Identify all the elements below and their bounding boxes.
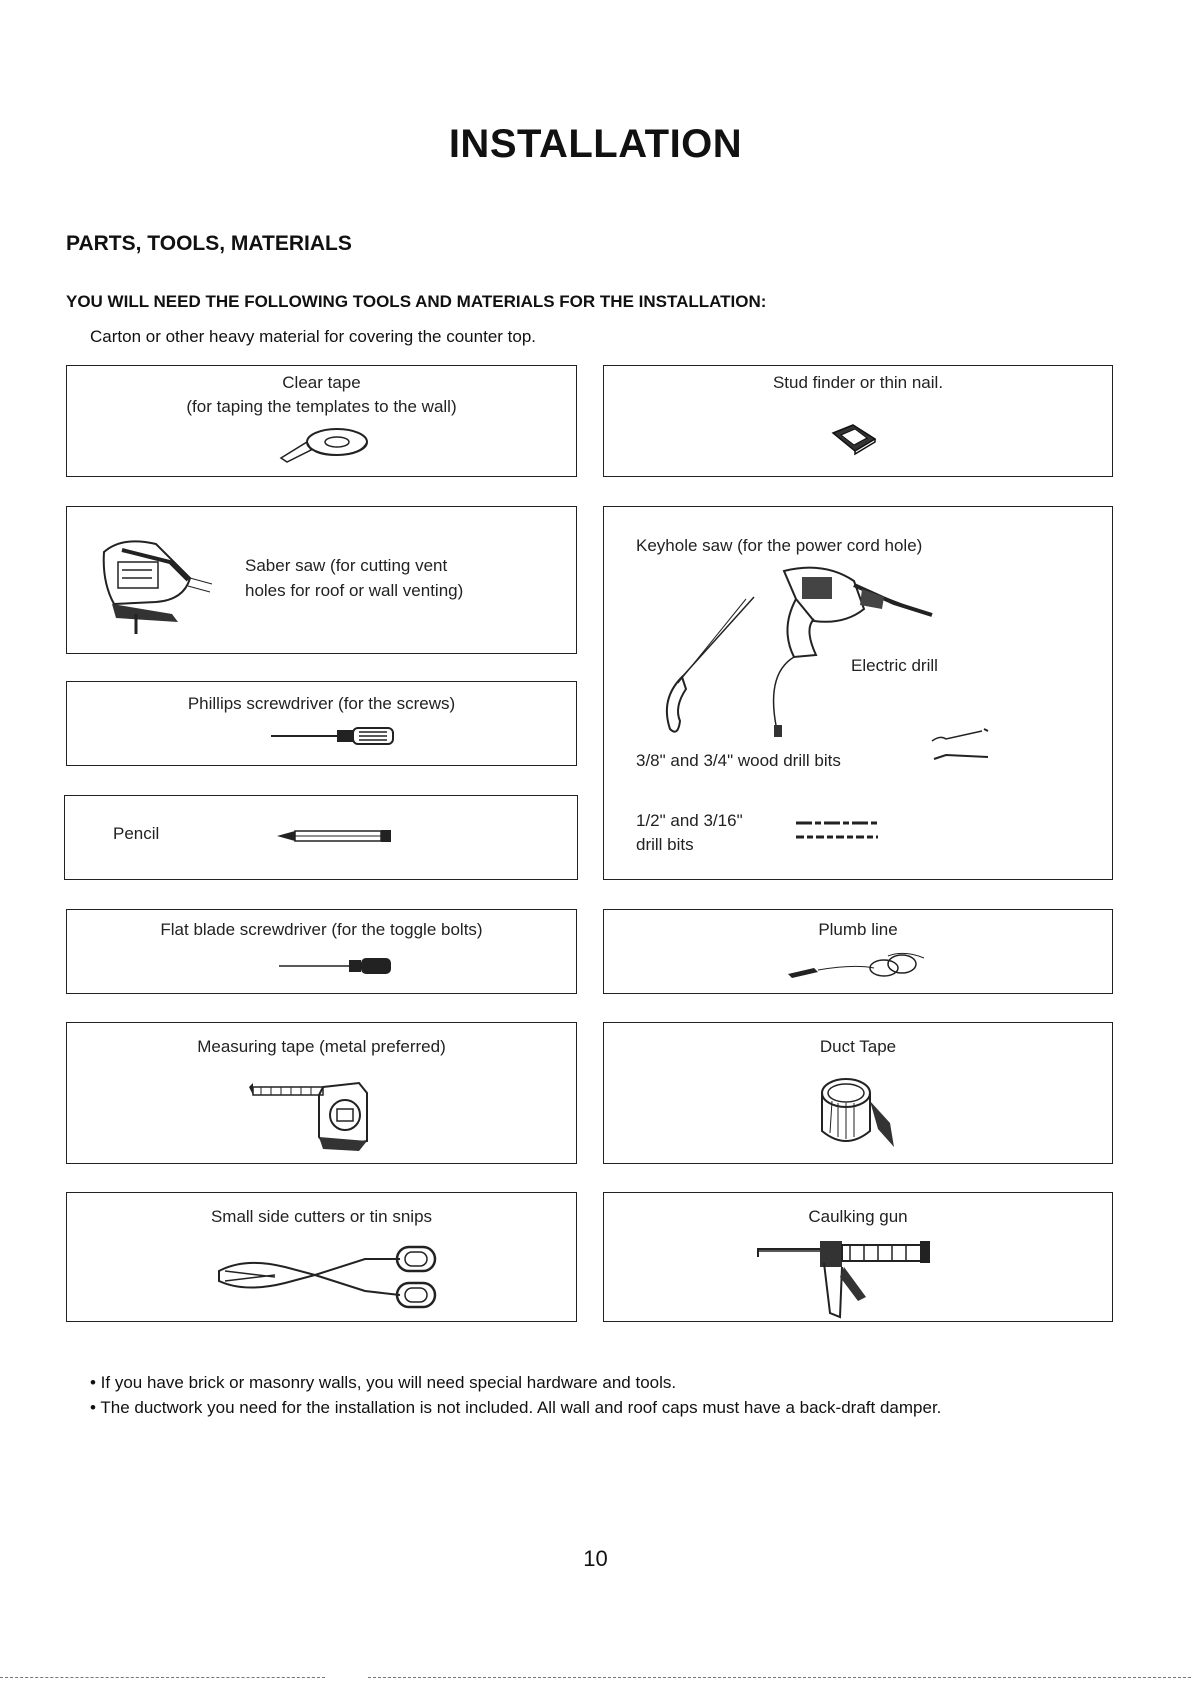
notes-list [90, 1370, 941, 1420]
saber-saw-sublabel: holes for roof or wall venting) [245, 581, 464, 600]
plumb-line-box [603, 909, 1113, 994]
drill-bits-sublabel: drill bits [636, 835, 694, 854]
clear-tape-label: Clear tape [282, 373, 361, 392]
bottom-rule [368, 1677, 1191, 1678]
stud-finder-label: Stud finder or thin nail. [772, 373, 944, 392]
keyhole-saw-label: Keyhole saw (for the power cord hole) [636, 536, 923, 555]
intro-text: Carton or other heavy material for covering the counter top. [90, 327, 537, 346]
stud-finder-icon [829, 421, 879, 456]
bottom-rule [0, 1677, 325, 1678]
duct-tape-icon [816, 1071, 896, 1161]
duct-tape-label: Duct Tape [819, 1037, 897, 1056]
note-item: • The ductwork you need for the installation is not included. All wall and roof caps must have a back-draft damper. [90, 1398, 942, 1417]
phillips-box [66, 681, 577, 766]
duct-tape-box [603, 1022, 1113, 1164]
electric-drill-icon [744, 559, 934, 739]
drill-bits-label: 1/2" and 3/16" [636, 811, 743, 830]
note-item: • If you have brick or masonry walls, you will need special hardware and tools. [90, 1373, 677, 1392]
phillips-screwdriver-icon [267, 724, 397, 748]
side-cutters-label: Small side cutters or tin snips [210, 1207, 433, 1226]
pencil-box [64, 795, 578, 880]
phillips-label: Phillips screwdriver (for the screws) [187, 694, 456, 713]
keyhole-saw-box [603, 506, 1113, 880]
caulking-gun-label: Caulking gun [808, 1207, 908, 1226]
pencil-label: Pencil [113, 824, 160, 843]
measuring-tape-icon [247, 1081, 387, 1153]
saber-saw-box [66, 506, 577, 654]
wood-drill-bits-icon [922, 725, 992, 767]
pencil-icon [275, 826, 395, 846]
electric-drill-label: Electric drill [851, 656, 938, 675]
plumb-line-label: Plumb line [818, 920, 898, 939]
stud-finder-box [603, 365, 1113, 477]
flat-blade-label: Flat blade screwdriver (for the toggle bolts) [160, 920, 483, 939]
tin-snips-icon [215, 1241, 445, 1311]
subheading: YOU WILL NEED THE FOLLOWING TOOLS AND MATERIALS FOR THE INSTALLATION: [66, 292, 767, 311]
saber-saw-icon [92, 522, 222, 637]
tape-roll-icon [277, 424, 377, 464]
caulking-gun-icon [754, 1233, 954, 1319]
drill-bits-icon [792, 815, 882, 845]
clear-tape-sublabel: (for taping the templates to the wall) [186, 397, 457, 416]
flat-blade-screwdriver-icon [275, 954, 395, 978]
plumb-line-icon [784, 948, 934, 984]
section-heading: PARTS, TOOLS, MATERIALS [66, 232, 352, 255]
wood-drill-bits-label: 3/8" and 3/4" wood drill bits [636, 751, 841, 770]
page-number: 10 [583, 1546, 608, 1571]
measuring-tape-box [66, 1022, 577, 1164]
flat-blade-box [66, 909, 577, 994]
saber-saw-label: Saber saw (for cutting vent [245, 556, 448, 575]
caulking-gun-box [603, 1192, 1113, 1322]
measuring-tape-label: Measuring tape (metal preferred) [197, 1037, 446, 1056]
page-title: INSTALLATION [448, 122, 743, 166]
side-cutters-box [66, 1192, 577, 1322]
clear-tape-box [66, 365, 577, 477]
